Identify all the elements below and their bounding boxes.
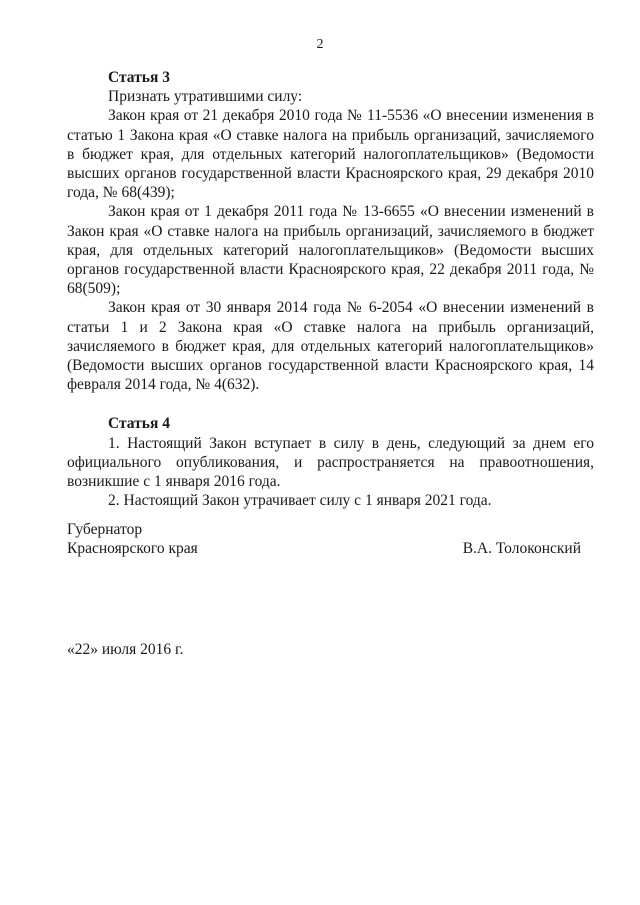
article-3-intro: Признать утратившими силу: — [108, 88, 303, 106]
article-3-item-3: Закон края от 30 января 2014 года № 6-2054 «О внесении изменений в статьи 1 и 2 Закона края «О ставке налога на прибыль организаций, зачисляемого в бюджет края, для отдельных категорий налогоплательщиков» (Ведомости высших органов государственной власти Красноярского края, 14 февраля 2014 года, № 4(632). — [67, 299, 594, 394]
document-date: «22» июля 2016 г. — [67, 641, 184, 658]
signatory-title-line-1: Губернатор — [67, 521, 143, 538]
article-4-heading: Статья 4 — [108, 415, 170, 433]
article-3-item-2: Закон края от 1 декабря 2011 года № 13-6655 «О внесении изменений в Закон края «О ставке налога на прибыль организаций, зачисляемого в бюджет края, для отдельных категорий налогоплательщиков» (Ведомости высших органов государственной власти Красноярского края, 22 декабря 2011 года, № 68(509); — [67, 203, 594, 298]
section-divider-space — [67, 394, 594, 414]
page-number: 2 — [316, 37, 324, 52]
article-3-item-1: Закон края от 21 декабря 2010 года № 11-5536 «О внесении изменения в статью 1 Закона края «О ставке налога на прибыль организаций, зачисляемого в бюджет края, для отдельных категорий налогоплательщиков» (Ведомости высших органов государственной власти Красноярского края, 29 декабря 2010 года, № 68(439); — [67, 107, 594, 202]
document-body — [67, 68, 594, 510]
signatory-name: В.А. Толоконский — [462, 540, 581, 558]
signatory-title-line-2: Красноярского края — [67, 540, 198, 558]
signature-block — [67, 520, 594, 558]
article-4-item-1: 1. Настоящий Закон вступает в силу в день, следующий за днем его официального опубликования, и распространяется на правоотношения, возникшие с 1 января 2016 года. — [67, 434, 594, 491]
article-3-heading: Статья 3 — [108, 69, 170, 86]
article-4-item-2: 2. Настоящий Закон утрачивает силу с 1 января 2021 года. — [108, 492, 492, 510]
signatory-row — [67, 539, 594, 558]
